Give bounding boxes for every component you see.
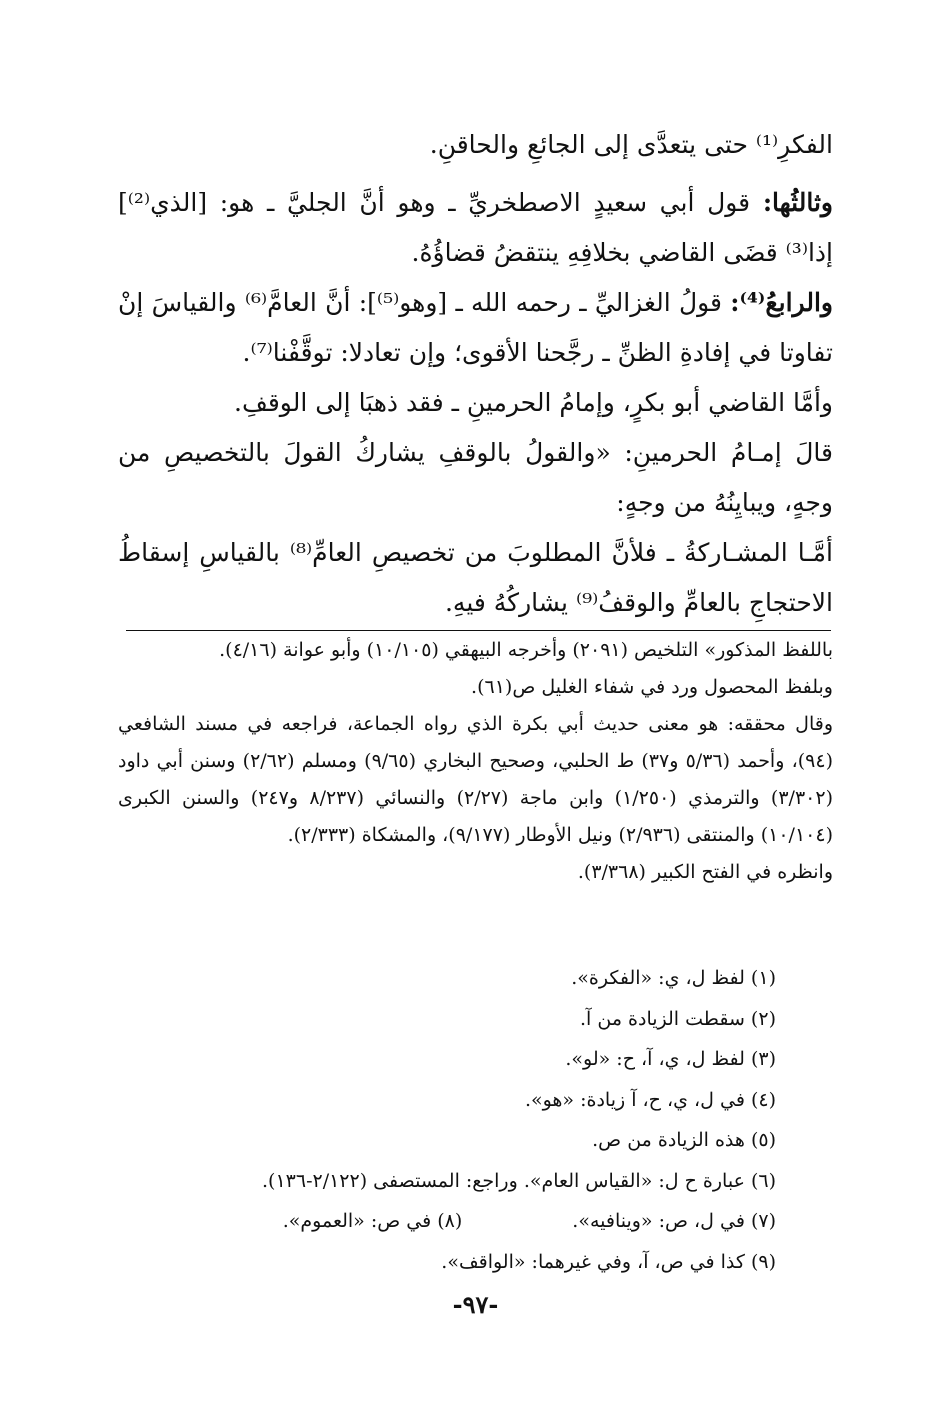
paragraph-4: وأمَّا القاضي أبو بكرٍ، وإمامُ الحرمينِ ـ فقد ذهبَا إلى الوقفِ. <box>234 388 833 417</box>
paragraph-6: أمَّـا المشـاركةُ ـ فلأنَّ المطلوبَ من تخصيصِ العامِّ⁽⁸⁾ بالقياسِ إسقاطُ الاحتجاجِ بالعامِّ والوقفُ⁽⁹⁾ يشاركُهُ فيهِ. <box>118 538 833 617</box>
paragraph-3 <box>118 278 833 378</box>
paragraph-1: الفكرِ⁽¹⁾ حتى يتعدَّى إلى الجائعِ والحاقنِ. <box>429 130 833 159</box>
continued-notes <box>118 632 833 891</box>
footnote-9: (٩) كذا في ص، آ، وفي غيرهما: «الواقف». <box>441 1250 776 1273</box>
note-1: باللفظ المذكور» التلخيص (٢٠٩١) وأخرجه البيهقي (١٠/١٠٥) وأبو عوانة (٤/١٦). <box>219 639 833 661</box>
footnote-6: (٦) عبارة ح ل: «القياس العام». وراجع: المستصفى (٢/١٢٢-١٣٦). <box>262 1169 776 1192</box>
footnote-3: (٣) لفظ ل، ي، آ، ح: «لو». <box>565 1048 776 1070</box>
footnote-list <box>156 958 776 1282</box>
footnote-5: (٥) هذه الزيادة من ص. <box>592 1129 776 1151</box>
footnote-row-7-8 <box>156 1201 776 1242</box>
footnote-1: (١) لفظ ل، ي: «الفكرة». <box>571 967 776 989</box>
note-3: وقال محققه: هو معنى حديث أبي بكرة الذي رواه الجماعة، فراجعه في مسند الشافعي (٩٤)، وأحمد (٥/٣٦ و٣٧) ط الحلبي، وصحيح البخاري (٩/٦٥) ومسلم (٢/٦٢) وسنن أبي داود (٣/٣٠٢) والترمذي (١/٢٥٠) وابن ماجة (٢/٢٧) والنسائي (٨/٢٣٧ و٢٤٧) والسنن الكبرى (١٠/١٠٤) والمنتقى (٢/٩٣٦) ونيل الأوطار (٩/١٧٧)، والمشكاة (٢/٣٣٣). <box>118 713 833 846</box>
paragraph-2-text: قول أبي سعيدٍ الاصطخريِّ ـ وهو أنَّ الجليَّ ـ هو: [الذي⁽²⁾] إذا⁽³⁾ قضَى القاضي بخلافِهِ ينتقضُ قضاؤُهُ. <box>118 188 833 267</box>
footnote-7: (٧) في ل، ص: «وينافيه». <box>572 1210 776 1232</box>
footnote-2: (٢) سقطت الزيادة من آ. <box>580 1007 776 1030</box>
note-2: وبلفظ المحصول ورد في شفاء الغليل ص(٦١). <box>471 676 833 698</box>
paragraph-2-lead: وثالثُها: <box>762 188 833 217</box>
paragraph-3-lead: والرابعُ⁽⁴⁾: <box>730 288 833 317</box>
footnote-4: (٤) في ل، ي، ح، آ زيادة: «هو». <box>524 1088 776 1111</box>
paragraph-2 <box>118 178 833 278</box>
page-number: -٩٧- <box>452 1290 499 1319</box>
footnote-divider <box>126 630 831 631</box>
main-text <box>118 120 833 628</box>
footnote-8: (٨) في ص: «العموم». <box>282 1210 463 1232</box>
paragraph-5: قالَ إمـامُ الحرمينِ: «والقولُ بالوقفِ يشاركُ القولَ بالتخصيصِ من وجهٍ، ويبايِنُهُ من وجهٍ: <box>118 438 833 517</box>
paragraph-3-text: قولُ الغزاليِّ ـ رحمه الله ـ [وهو⁽⁵⁾]: أنَّ العامَّ⁽⁶⁾ والقياسَ إنْ تفاوتا في إفادةِ الظنِّ ـ رجَّحنا الأقوى؛ وإن تعادلا: توقَّفْنا⁽⁷⁾. <box>118 288 833 367</box>
note-4: وانظره في الفتح الكبير (٣/٣٦٨). <box>577 861 833 883</box>
